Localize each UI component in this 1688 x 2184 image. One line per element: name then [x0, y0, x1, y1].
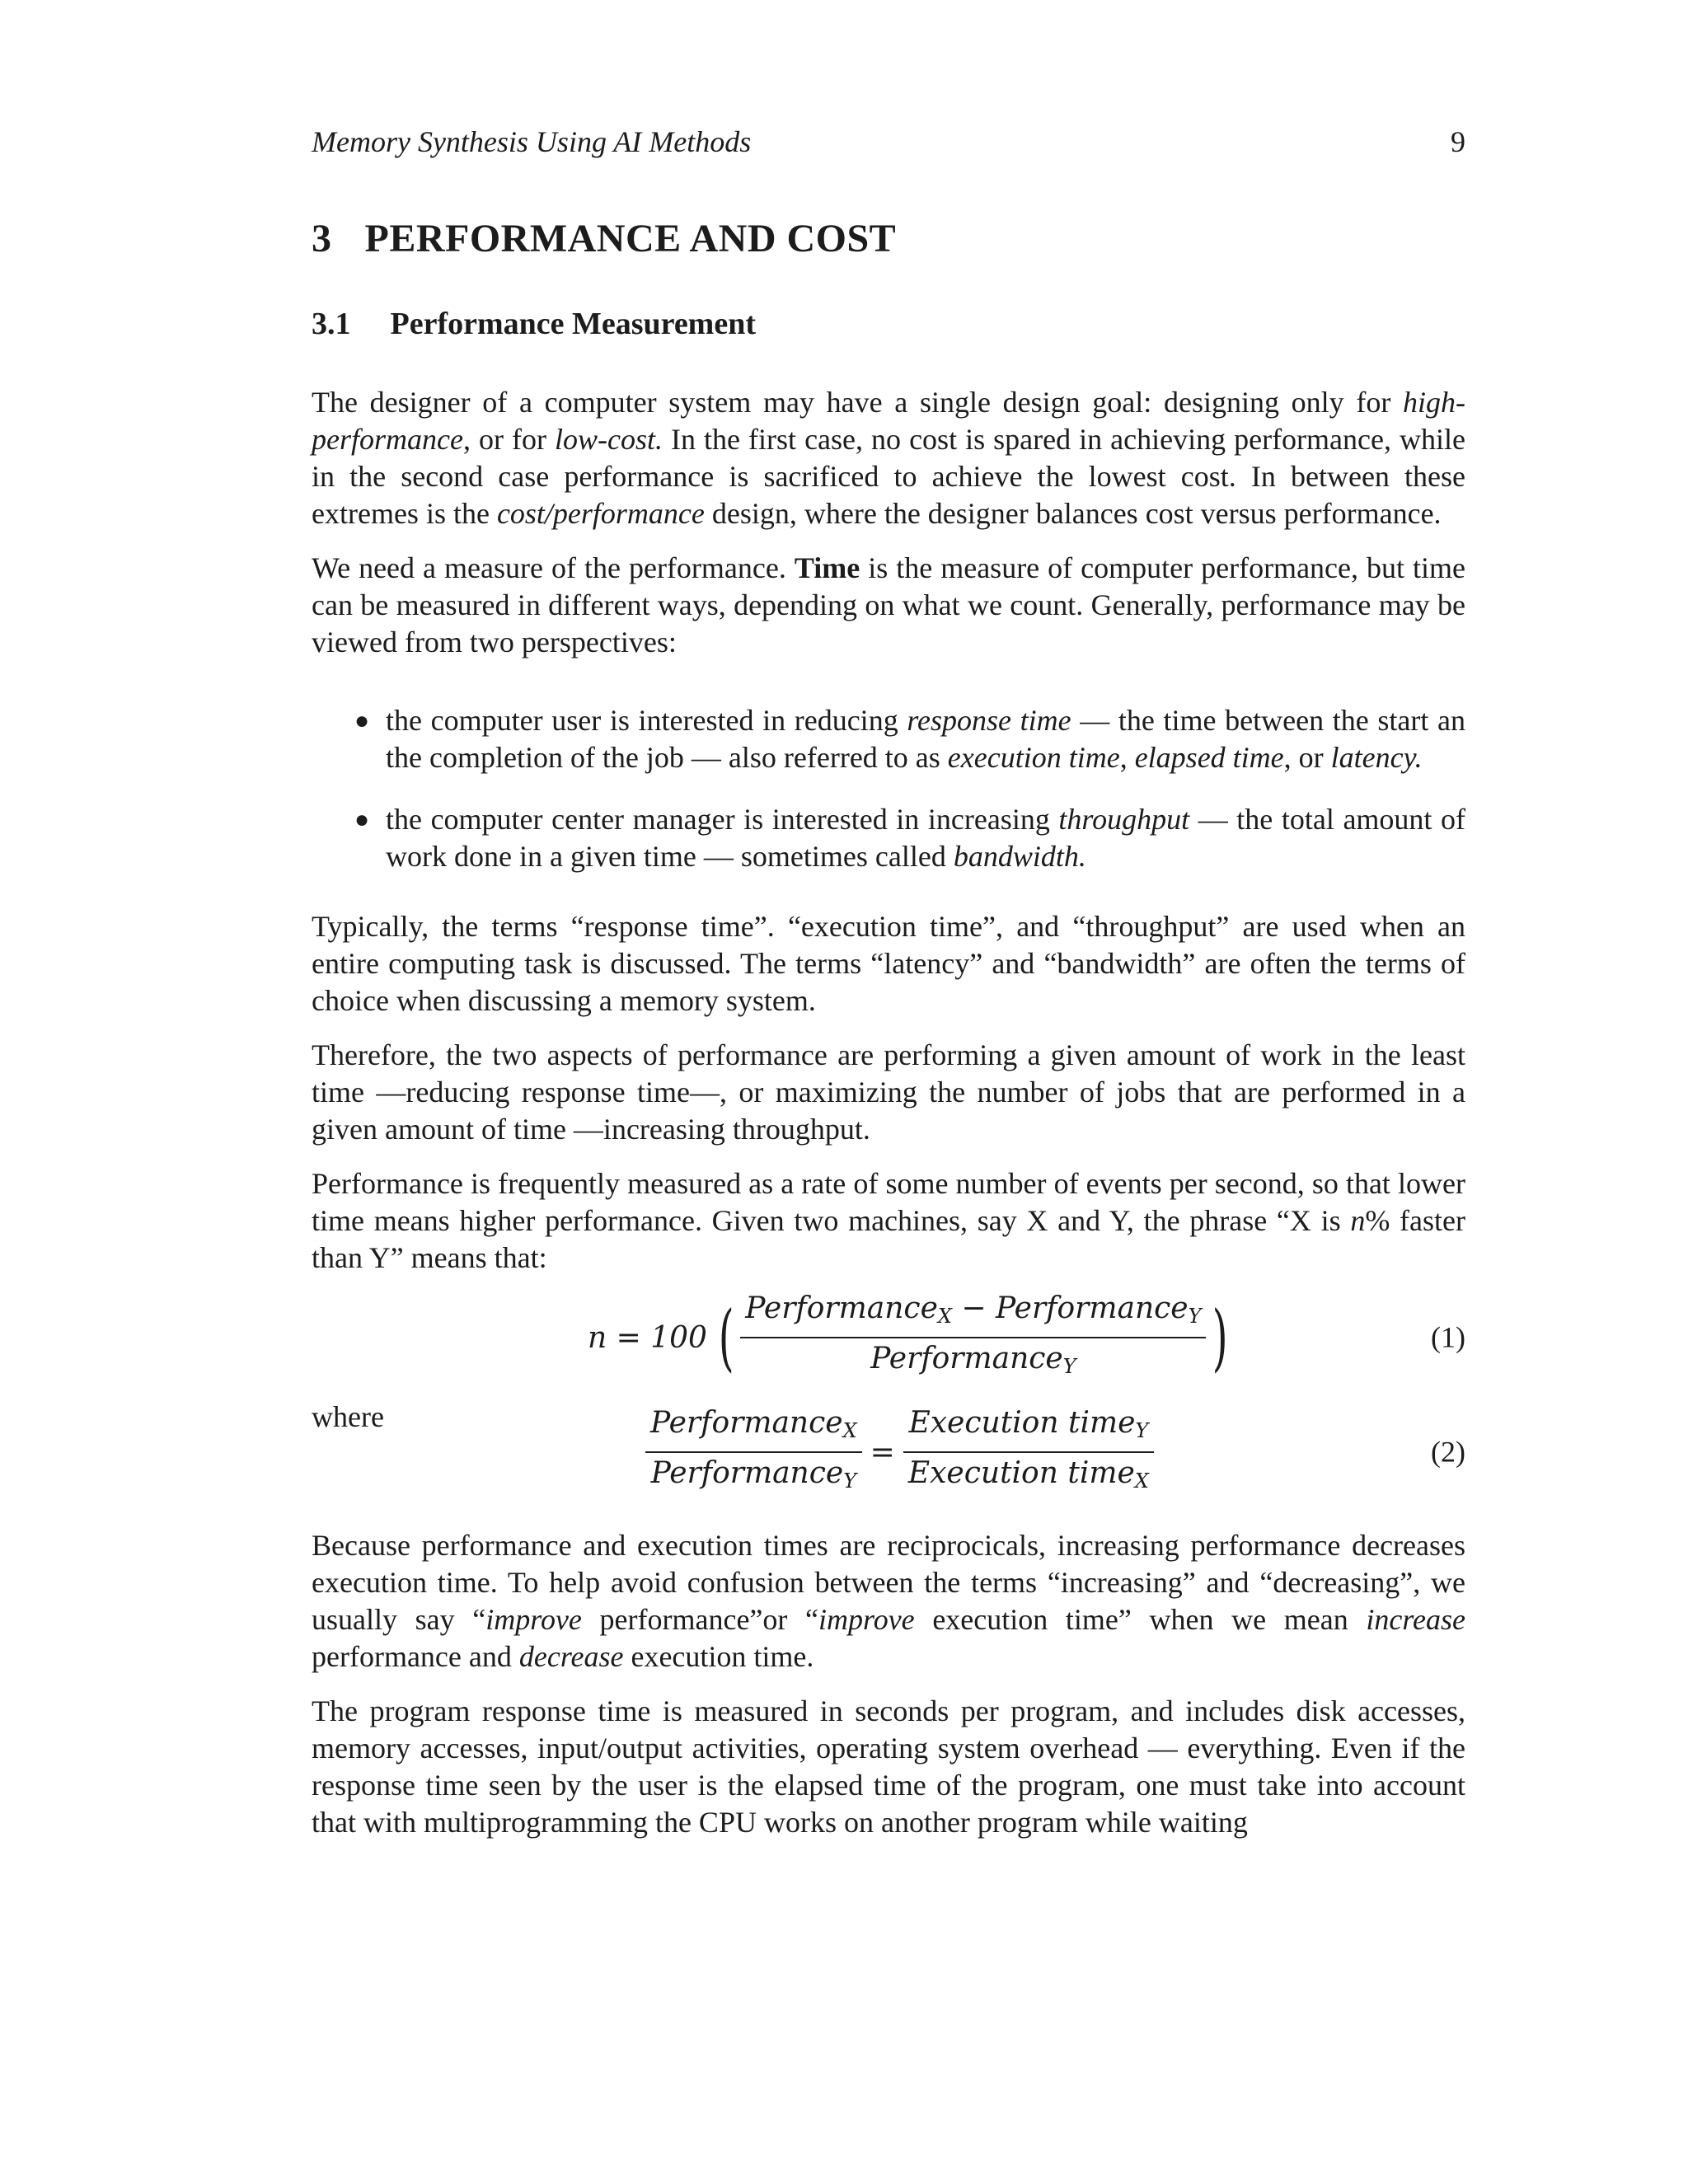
equation-2-label: (2)	[1431, 1435, 1465, 1469]
list-item	[354, 702, 1465, 776]
running-head	[312, 124, 1465, 173]
text-run: Performance is frequently measured as a rate of some number of events per second, so that lower time means higher performance. Given two machines, say X and Y, the phrase “X is	[312, 1167, 1465, 1237]
term-text: Execution time	[908, 1406, 1136, 1440]
text-run: In the first case, no cost is spared in achieving performance, while in the second case performance is sacrificed to achieve the lowest cost. In between these extremes is the	[312, 423, 1465, 530]
text-run: execution time.	[623, 1640, 814, 1673]
emphasis: improve	[818, 1603, 915, 1636]
paragraph-aspects: Therefore, the two aspects of performance are performing a given amount of work in the least time —reducing response time—, or maximizing the number of jobs that are performed in a given amount of time —increasing throughput.	[312, 1038, 1465, 1146]
equals-sign: =	[870, 1435, 895, 1469]
text-run: — the time between the start an the completion of the job — also referred to as	[386, 704, 1465, 774]
term	[646, 1455, 861, 1500]
paragraph-measure	[312, 550, 1465, 661]
text-run: performance”or “	[581, 1603, 819, 1636]
text-run: performance and	[312, 1640, 519, 1673]
bold-term: Time	[794, 551, 860, 584]
equation-1-numerator	[740, 1290, 1206, 1335]
bullet-icon: ●	[354, 806, 370, 833]
left-paren-icon: (	[718, 1295, 734, 1380]
emphasis: improve	[485, 1603, 582, 1636]
emphasis: cost/performance	[496, 497, 705, 530]
subscript: X	[937, 1305, 952, 1328]
operator: −	[951, 1291, 996, 1325]
subscript: Y	[1135, 1419, 1149, 1442]
text-run: ,	[1119, 741, 1135, 774]
term: Performance	[996, 1291, 1189, 1325]
paragraph-response-time: The program response time is measured in seconds per program, and includes disk accesses, memory accesses, input/output activities, operating system overhead — everything. Even if the response time seen by the user is the elapsed time of the program, one must take into account that with multiprogramming the CPU works on another program while waiting	[312, 1694, 1465, 1839]
emphasis: execution time	[947, 741, 1120, 774]
perspectives-list	[312, 702, 1465, 875]
equation-2-body	[645, 1399, 1154, 1506]
paragraph-rate	[312, 1165, 1465, 1277]
text-run: the computer user is interested in reducing	[386, 704, 907, 737]
subsection-title: Performance Measurement	[390, 307, 756, 341]
subsection-number: 3.1	[312, 307, 351, 341]
equation-1	[312, 1288, 1465, 1387]
where-label: where	[312, 1400, 384, 1433]
term-text: Execution time	[907, 1456, 1135, 1490]
subscript: Y	[843, 1469, 857, 1493]
text-run: % faster than Y” means that:	[312, 1204, 1466, 1274]
term-text: Performance	[650, 1406, 843, 1440]
emphasis: low-cost.	[555, 423, 663, 456]
right-paren-icon: )	[1212, 1295, 1229, 1380]
equation-1-label: (1)	[1431, 1320, 1465, 1354]
fraction-bar	[903, 1451, 1154, 1453]
equation-2	[312, 1399, 1465, 1497]
bullet-icon: ●	[354, 707, 370, 734]
emphasis: elapsed time	[1134, 741, 1284, 774]
term: Performance	[745, 1291, 938, 1325]
emphasis: latency.	[1330, 741, 1423, 774]
emphasis: bandwidth.	[953, 840, 1086, 873]
text-run: — the total amount of work done in a given time — sometimes called	[386, 803, 1466, 873]
section-heading	[312, 214, 1465, 264]
subscript: X	[1134, 1469, 1149, 1493]
section-number: 3	[312, 217, 332, 260]
section-title: PERFORMANCE AND COST	[364, 217, 897, 260]
term	[645, 1404, 862, 1450]
equation-1-body	[588, 1288, 1235, 1387]
text-run: design, where the designer balances cost versus performance.	[704, 497, 1442, 530]
page-number: 9	[1451, 125, 1465, 158]
emphasis: throughput	[1058, 803, 1190, 836]
fraction-bar	[740, 1337, 1206, 1338]
term	[903, 1455, 1154, 1500]
text-run: The designer of a computer system may have a single design goal: designing only for	[312, 386, 1403, 419]
page	[312, 124, 1465, 1841]
text-run: the computer center manager is interested in increasing	[386, 803, 1059, 836]
emphasis: increase	[1366, 1603, 1465, 1636]
text-run: , or	[1283, 741, 1331, 774]
subsection-heading	[312, 303, 1465, 344]
text-run: execution time” when we mean	[914, 1603, 1367, 1636]
equation-1-denominator	[865, 1340, 1081, 1385]
paragraph-design-goals	[312, 384, 1465, 532]
term-text: Performance	[650, 1456, 844, 1490]
subscript: Y	[1188, 1305, 1202, 1328]
term: Performance	[870, 1342, 1063, 1376]
text-run: We need a measure of the performance.	[312, 551, 795, 584]
running-title: Memory Synthesis Using AI Methods	[312, 125, 752, 158]
fraction-bar	[645, 1451, 862, 1453]
equation-1-fraction	[740, 1290, 1206, 1385]
equation-1-lhs: n = 100	[588, 1320, 707, 1355]
emphasis: decrease	[518, 1640, 624, 1673]
emphasis: n	[1350, 1204, 1366, 1237]
subscript: Y	[1062, 1355, 1076, 1378]
equation-2-left-fraction	[645, 1404, 862, 1500]
emphasis: high-performance	[312, 386, 1465, 456]
paragraph-terms: Typically, the terms “response time”. “execution time”, and “throughput” are used when an entire computing task is discussed. The terms “latency” and “bandwidth” are often the terms of choice when discussing a memory system.	[312, 910, 1465, 1017]
text-run: , or for	[462, 423, 556, 456]
text-run: Because performance and execution times are reciprocicals, increasing performance decreases execution time. To help avoid confusion between the terms “increasing” and “decreasing”, we usually say “	[312, 1529, 1465, 1636]
emphasis: response time	[907, 704, 1071, 737]
paragraph-reciprocal	[312, 1527, 1465, 1675]
text-run: is the measure of computer performance, but time can be measured in different ways, depending on what we count. Generally, performance may be viewed from two perspectives:	[312, 551, 1466, 658]
equation-2-right-fraction	[903, 1404, 1154, 1500]
term	[903, 1404, 1153, 1450]
list-item	[354, 801, 1466, 875]
subscript: X	[842, 1419, 857, 1442]
